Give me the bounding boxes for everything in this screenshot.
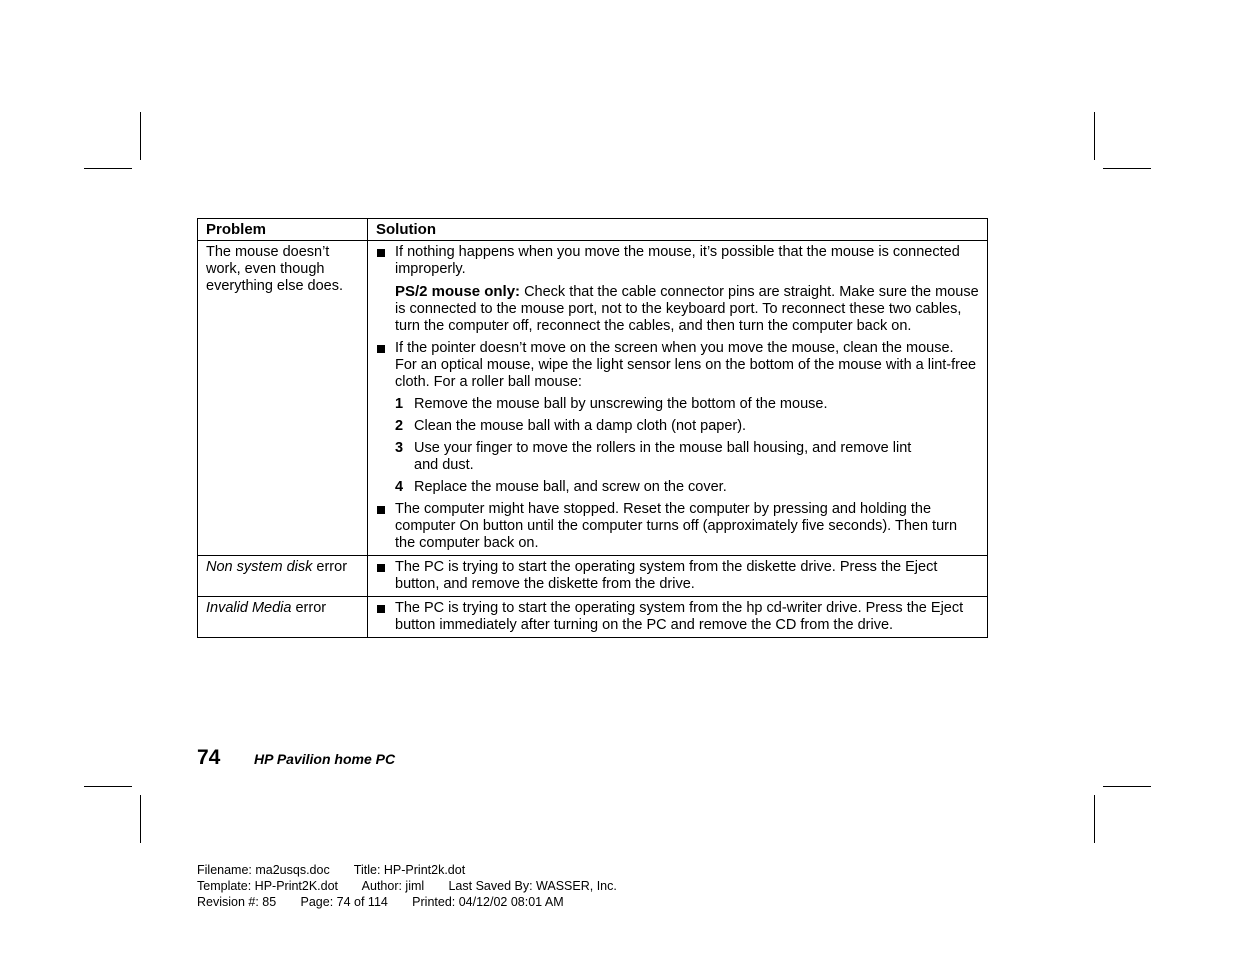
crop-mark	[1103, 786, 1151, 787]
solution-bullet: If the pointer doesn’t move on the screen when you move the mouse, clean the mouse. For an optical mouse, wipe the light sensor lens on the bottom of the mouse with a lint-free cloth. For a roller ball mouse:	[376, 340, 979, 391]
crop-mark	[140, 112, 141, 160]
note-text: Check that the cable connector pins are straight. Make sure the mouse is connected to the mouse port, not to the keyboard port. To reconnect these two cables, turn the computer off, reconnect the cables, and then turn the computer back on.	[395, 284, 979, 334]
problem-cell: Invalid Media error	[198, 597, 368, 638]
solution-step	[376, 396, 979, 413]
footer-line: Template: HP-Print2K.dot Author: jiml Last Saved By: WASSER, Inc.	[197, 879, 617, 893]
bullet-square-icon	[377, 564, 385, 572]
problem-cell: The mouse doesn’t work, even though everything else does.	[198, 241, 368, 556]
solution-cell	[368, 241, 988, 556]
solution-cell	[368, 597, 988, 638]
solution-bullet: The PC is trying to start the operating system from the diskette drive. Press the Eject button, and remove the diskette from the drive.	[376, 559, 979, 593]
running-head: HP Pavilion home PC	[254, 751, 396, 767]
page-number: 74	[197, 746, 221, 769]
bullet-square-icon	[377, 506, 385, 514]
step-text: Replace the mouse ball, and screw on the cover.	[414, 479, 727, 495]
note-label: PS/2 mouse only:	[395, 283, 521, 300]
crop-mark	[140, 795, 141, 843]
step-number: 1	[395, 396, 404, 412]
solution-step	[376, 418, 979, 435]
bullet-square-icon	[377, 345, 385, 353]
solution-bullet: If nothing happens when you move the mouse, it’s possible that the mouse is connected improperly.	[376, 244, 979, 278]
bullet-square-icon	[377, 605, 385, 613]
solution-step	[376, 479, 979, 496]
step-text: Remove the mouse ball by unscrewing the bottom of the mouse.	[414, 396, 828, 412]
crop-mark	[1094, 795, 1095, 843]
footer-line: Filename: ma2usqs.doc Title: HP-Print2k.dot	[197, 863, 466, 877]
header-solution: Solution	[368, 219, 988, 241]
solution-cell	[368, 556, 988, 597]
solution-bullet: The PC is trying to start the operating system from the hp cd-writer drive. Press the Eject button immediately after turning on the PC and remove the CD from the drive.	[376, 600, 979, 634]
table-row	[198, 241, 988, 556]
table-row	[198, 556, 988, 597]
bullet-square-icon	[377, 249, 385, 257]
solution-bullet: The computer might have stopped. Reset the computer by pressing and holding the computer On button until the computer turns off (approximately five seconds). Then turn the computer back on.	[376, 501, 979, 552]
step-text: Use your finger to move the rollers in the mouse ball housing, and remove lint and dust.	[414, 440, 912, 473]
step-text: Clean the mouse ball with a damp cloth (not paper).	[414, 418, 747, 434]
footer-line: Revision #: 85 Page: 74 of 114 Printed: 04/12/02 08:01 AM	[197, 895, 564, 909]
step-number: 3	[395, 440, 404, 456]
crop-mark	[84, 168, 132, 169]
solution-note	[376, 283, 979, 335]
troubleshooting-table	[197, 218, 988, 638]
table-row	[198, 597, 988, 638]
table-header-row	[198, 219, 988, 241]
step-number: 4	[395, 479, 404, 495]
crop-mark	[1103, 168, 1151, 169]
solution-step	[376, 440, 979, 474]
crop-mark	[84, 786, 132, 787]
step-number: 2	[395, 418, 404, 434]
crop-mark	[1094, 112, 1095, 160]
problem-cell: Non system disk error	[198, 556, 368, 597]
header-problem: Problem	[198, 219, 368, 241]
